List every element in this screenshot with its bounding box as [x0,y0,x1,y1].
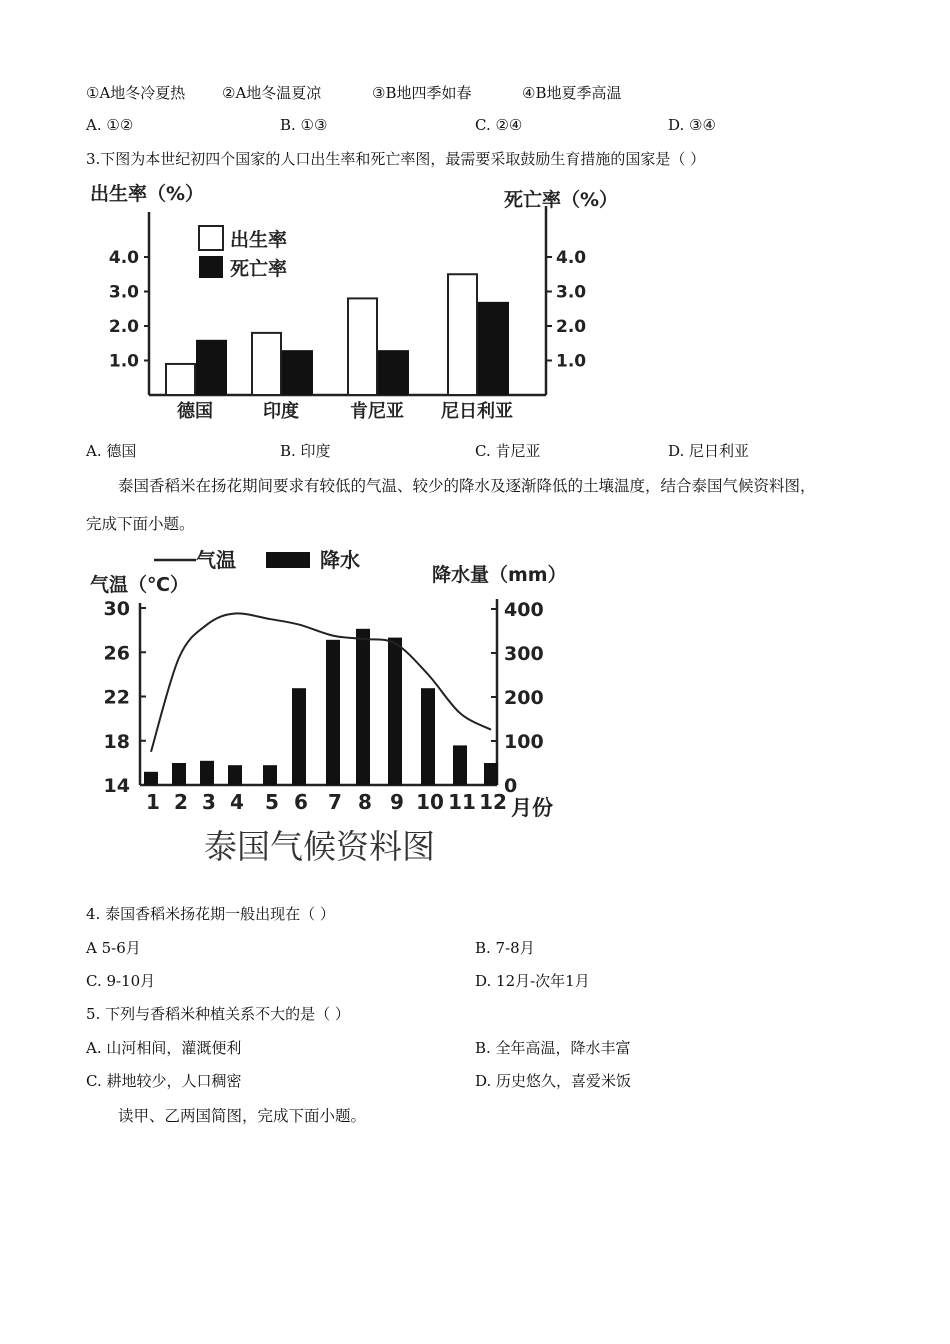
birth-rate-bar [166,364,195,395]
month-label: 3 [202,790,216,814]
precipitation-bar [172,763,186,785]
right-tick-label: 3.0 [556,282,587,303]
q3-option-c: C. 肯尼亚 [475,442,541,460]
birth-rate-bar [348,298,377,395]
precipitation-bar [200,761,214,785]
q2-option-a: A. ①② [86,116,134,134]
q2-statement-1: ①A地冬冷夏热 [86,84,186,102]
q3-stem: 3.下图为本世纪初四个国家的人口出生率和死亡率图，最需要采取鼓励生育措施的国家是（ ） [86,150,706,168]
birth-rate-bar [252,333,281,395]
left-tick-label: 26 [103,642,130,665]
month-label: 1 [146,790,160,814]
right-tick-label: 100 [504,731,544,753]
right-tick-label: 4.0 [556,248,587,268]
q3-option-a: A. 德国 [86,442,137,460]
precipitation-bar [453,745,467,785]
q5-option-b: B. 全年高温，降水丰富 [475,1039,631,1057]
left-tick-label: 2.0 [108,317,139,337]
intro-45-line1: 泰国香稻米在扬花期间要求有较低的气温、较少的降水及逐渐降低的土壤温度，结合泰国气候资料图， [118,477,816,495]
q2-statement-3: ③B地四季如春 [372,84,472,102]
legend-birth-label: 出生率 [230,229,288,251]
left-axis-title: 气温（℃） [90,574,190,596]
left-tick-label: 18 [103,730,130,753]
left-tick-label: 1.0 [108,351,139,372]
right-tick-label: 300 [504,643,544,665]
right-tick-label: 1.0 [556,351,587,372]
category-label: 德国 [177,401,213,422]
right-tick-label: 200 [504,687,544,709]
q2-option-b: B. ①③ [280,116,328,134]
q2-option-c: C. ②④ [475,116,523,134]
q2-option-d: D. ③④ [668,116,716,134]
precipitation-bar [388,638,402,785]
q4-stem: 4. 泰国香稻米扬花期一般出现在（ ） [86,905,335,923]
left-tick-label: 30 [103,598,130,620]
legend-birth-swatch [199,226,223,250]
right-axis-title: 降水量（mm） [432,564,567,586]
q4-option-d: D. 12月-次年1月 [475,972,590,990]
precipitation-bar [326,640,340,785]
precipitation-bar [421,688,435,785]
left-tick-label: 3.0 [108,282,139,303]
month-label: 8 [358,790,372,814]
death-rate-bar [478,302,509,395]
right-tick-label: 0 [504,775,518,797]
right-tick-label: 2.0 [556,317,587,337]
birth-rate-bar [448,274,477,395]
month-label: 5 [265,790,279,814]
q5-option-d: D. 历史悠久，喜爱米饭 [475,1072,632,1090]
q5-stem: 5. 下列与香稻米种植关系不大的是（ ） [86,1005,350,1023]
month-label: 2 [174,790,188,814]
right-tick-label: 400 [504,599,544,621]
left-tick-label: 22 [103,686,130,709]
month-label: 4 [230,790,244,814]
month-label: 6 [294,790,308,814]
x-axis-unit: 月份 [511,796,553,820]
q3-option-b: B. 印度 [280,442,331,460]
legend-death-label: 死亡率 [230,258,288,280]
left-tick-label: 4.0 [108,248,139,268]
precipitation-bar [292,688,306,785]
q2-statement-4: ④B地夏季高温 [522,84,622,102]
temperature-line [151,613,491,751]
legend-precip-label: 降水 [320,548,360,572]
month-label: 11 [448,790,476,814]
thailand-climate-chart [84,545,574,870]
legend-death-swatch [199,256,223,278]
category-label: 尼日利亚 [441,401,513,422]
q5-option-a: A. 山河相间，灌溉便利 [86,1039,242,1057]
death-rate-bar [282,350,313,395]
precipitation-bar [484,763,498,785]
legend-temp-label: 气温 [196,548,236,572]
category-label: 肯尼亚 [350,401,404,422]
left-axis-title: 出生率（%） [90,183,205,205]
precipitation-bar [144,772,158,785]
q2-statement-2: ②A地冬温夏凉 [222,84,322,102]
precipitation-bar [356,629,370,785]
month-label: 10 [416,790,444,814]
precipitation-bar [263,765,277,785]
legend-precip-swatch [266,552,310,568]
q4-option-b: B. 7-8月 [475,939,535,957]
left-tick-label: 14 [103,775,130,797]
month-label: 9 [390,790,404,814]
q5-option-c: C. 耕地较少，人口稠密 [86,1072,242,1090]
right-axis-title: 死亡率（%） [504,189,619,211]
death-rate-bar [378,350,409,395]
intro-next: 读甲、乙两国简图，完成下面小题。 [118,1107,367,1125]
q3-option-d: D. 尼日利亚 [668,442,750,460]
q4-option-c: C. 9-10月 [86,972,156,990]
chart-title: 泰国气候资料图 [204,827,435,866]
q4-option-a: A 5-6月 [86,939,141,957]
month-label: 7 [328,790,342,814]
birth-death-rate-chart [86,176,646,431]
month-label: 12 [479,790,507,814]
death-rate-bar [196,340,227,395]
precipitation-bar [228,765,242,785]
intro-45-line2: 完成下面小题。 [86,515,195,533]
category-label: 印度 [263,401,299,422]
